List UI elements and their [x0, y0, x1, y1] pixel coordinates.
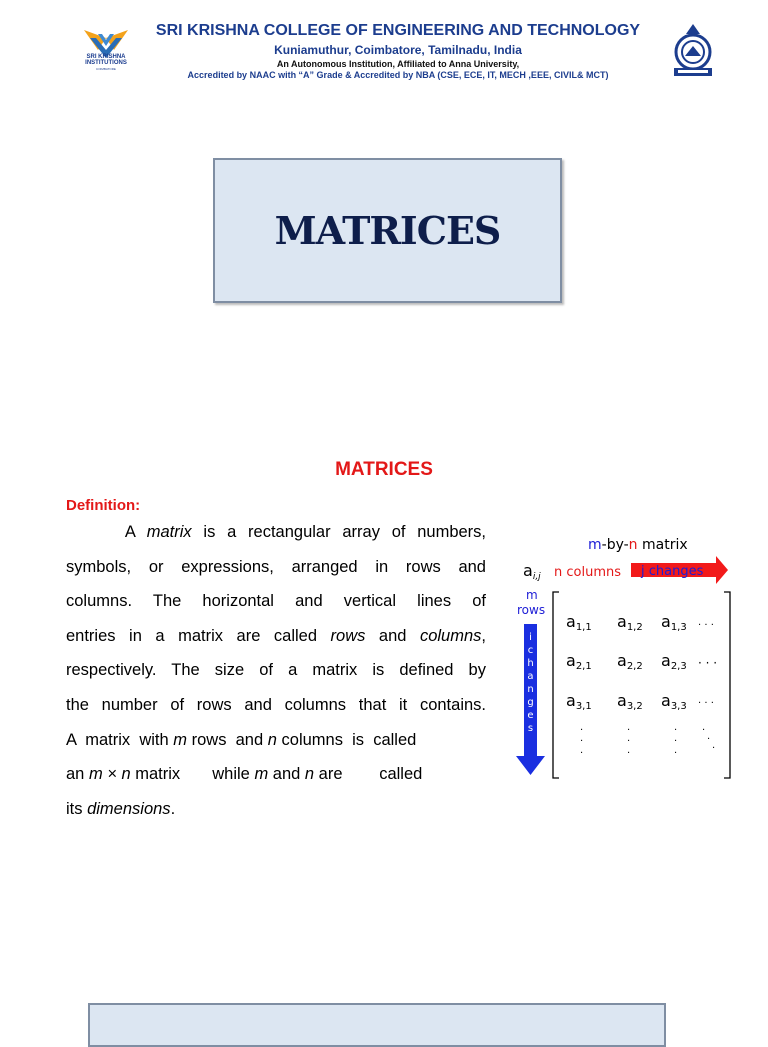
- logo-left-caption: SRI KRISHNA INSTITUTIONS: [85, 54, 127, 66]
- row-ellipsis: · · ·: [698, 698, 714, 709]
- paragraph-line: A matrix with m rows and n columns is called: [66, 730, 417, 749]
- matrix-entry: a1,1: [566, 612, 592, 633]
- definition-paragraph: [66, 515, 486, 826]
- matrix-entry: a1,2: [617, 612, 643, 633]
- paragraph-line: its dimensions.: [66, 799, 176, 818]
- col-ellipsis: ·: [580, 736, 584, 747]
- row-ellipsis: · · ·: [698, 656, 718, 670]
- aij-label: ai,j: [523, 561, 541, 582]
- paragraph-line: A matrix is a rectangular array of numbers,: [124, 523, 487, 541]
- college-accreditation: Accredited by NAAC with “A” Grade & Accredited by NBA (CSE, ECE, IT, MECH ,EEE, CIVIL& MCT): [187, 70, 609, 80]
- col-ellipsis: ·: [674, 748, 678, 759]
- n-columns-label: n columns: [554, 565, 621, 580]
- col-ellipsis: ·: [627, 748, 631, 759]
- college-emblem-right: [668, 22, 718, 80]
- college-address: Kuniamuthur, Coimbatore, Tamilnadu, India: [274, 43, 522, 57]
- paragraph-line: entries in a matrix are called rows and columns,: [66, 626, 486, 645]
- col-ellipsis: ·: [674, 725, 678, 736]
- matrix-entry: a2,1: [566, 651, 592, 672]
- matrix-left-bracket: [553, 592, 559, 778]
- paragraph-line: an m × n matrix while m and n are called: [66, 765, 423, 784]
- matrix-ellipsis-dots: [580, 620, 717, 759]
- paragraph-line: respectively. The size of a matrix is defined by: [66, 661, 486, 680]
- j-changes-label: j changes: [641, 564, 704, 579]
- paragraph-line: the number of rows and columns that it contains.: [66, 695, 486, 714]
- slide-title-box: [213, 158, 562, 303]
- col-ellipsis: ·: [674, 736, 678, 747]
- matrix-diagram: [510, 528, 750, 788]
- col-ellipsis: ·: [627, 736, 631, 747]
- diagram-title: m-by-n matrix: [588, 537, 688, 553]
- col-ellipsis: ·: [627, 725, 631, 736]
- row-ellipsis: · · ·: [698, 620, 714, 631]
- section-heading: MATRICES: [335, 459, 433, 480]
- slide-title: MATRICES: [274, 208, 501, 253]
- college-name: SRI KRISHNA COLLEGE OF ENGINEERING AND TECHNOLOGY: [155, 22, 641, 39]
- matrix-right-bracket: [724, 592, 730, 778]
- col-ellipsis: ·: [580, 748, 584, 759]
- page-header: [0, 14, 768, 94]
- matrix-entries: [566, 612, 687, 712]
- matrix-entry: a2,2: [617, 651, 643, 672]
- i-changes-label: i c h a n g e s: [527, 632, 534, 734]
- diag-ellipsis: ·: [707, 734, 711, 745]
- matrix-entry: a2,3: [661, 651, 687, 672]
- definition-label: Definition:: [66, 497, 141, 514]
- diag-ellipsis: ·: [712, 743, 716, 754]
- matrix-entry: a1,3: [661, 612, 687, 633]
- diag-ellipsis: ·: [702, 725, 706, 736]
- next-slide-box: [88, 1003, 666, 1047]
- matrix-entry: a3,2: [617, 691, 643, 712]
- college-affiliation: An Autonomous Institution, Affiliated to Anna University,: [276, 59, 520, 69]
- matrix-entry: a3,3: [661, 691, 687, 712]
- paragraph-line: columns. The horizontal and vertical lines of: [66, 592, 486, 611]
- col-ellipsis: ·: [580, 725, 584, 736]
- rows-label: rows: [517, 603, 546, 617]
- logo-left-subcaption: COIMBATORE: [96, 67, 116, 71]
- m-label: m: [526, 588, 538, 602]
- matrix-entry: a3,1: [566, 691, 592, 712]
- paragraph-line: symbols, or expressions, arranged in rows and: [66, 557, 486, 576]
